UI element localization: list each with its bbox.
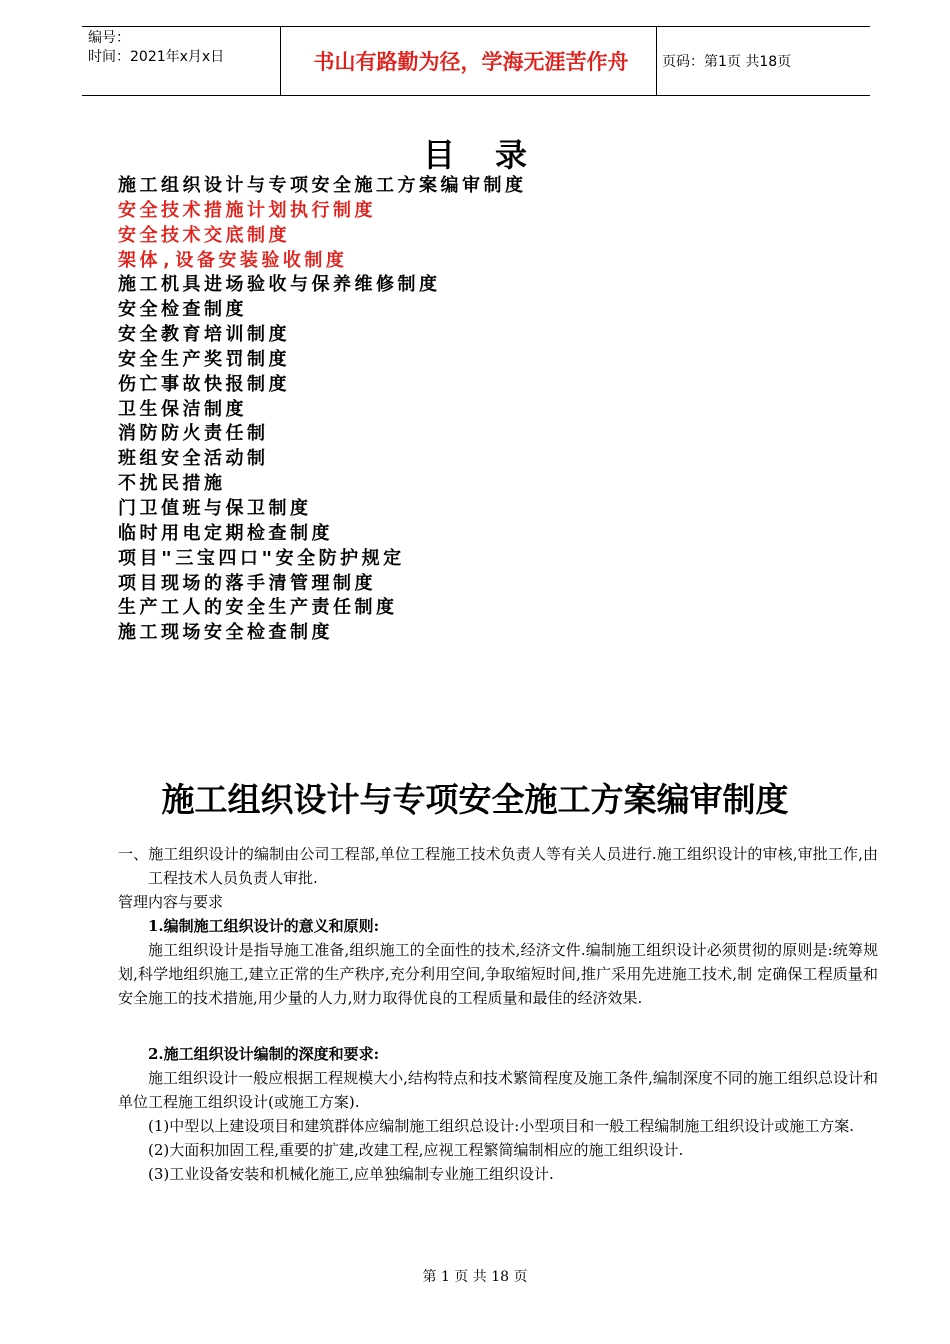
toc-title: 目录 (422, 136, 567, 174)
toc-item[interactable]: 门卫值班与保卫制度 (118, 497, 312, 519)
paragraph: 施工组织设计一般应根据工程规模大小,结构特点和技术繁简程度及施工条件,编制深度不同的施工组织总设计和单位工程施工组织设计(或施工方案). (118, 1069, 878, 1111)
toc-item[interactable]: 安全检查制度 (118, 299, 247, 321)
toc-item[interactable]: 安全教育培训制度 (118, 324, 290, 346)
toc-item[interactable]: 施工现场安全检查制度 (118, 622, 333, 644)
header-page-info: 页码：第1页 共18页 (662, 54, 792, 70)
toc-item[interactable]: 安全技术交底制度 (118, 224, 290, 246)
document-number-label: 编号： (88, 30, 130, 46)
page-header (82, 26, 870, 96)
header-divider (656, 27, 657, 95)
toc-item[interactable]: 临时用电定期检查制度 (118, 522, 333, 544)
toc-item[interactable]: 项目"三宝四口"安全防护规定 (118, 547, 405, 569)
document-body (118, 842, 878, 1010)
toc-item[interactable]: 伤亡事故快报制度 (118, 373, 290, 395)
toc-item[interactable]: 架体,设备安装验收制度 (118, 249, 348, 271)
toc-item[interactable]: 施工机具进场验收与保养维修制度 (118, 274, 441, 296)
header-meta (88, 29, 224, 67)
document-title: 施工组织设计与专项安全施工方案编审制度 (161, 780, 789, 819)
toc-item[interactable]: 不扰民措施 (118, 473, 226, 495)
list-item: (1)中型以上建设项目和建筑群体应编制施工组织总设计:小型项目和一般工程编制施工组织设计或施工方案. (148, 1117, 855, 1135)
document-body-continued (118, 1042, 878, 1186)
toc-item[interactable]: 项目现场的落手清管理制度 (118, 572, 376, 594)
toc-item[interactable]: 卫生保洁制度 (118, 398, 247, 420)
header-motto: 书山有路勤为径，学海无涯苦作舟 (313, 50, 629, 74)
document-time-label: 时间：2021年x月x日 (88, 49, 225, 65)
toc-item[interactable]: 班组安全活动制 (118, 448, 269, 470)
table-of-contents (118, 174, 527, 646)
paragraph: 一、施工组织设计的编制由公司工程部,单位工程施工技术负责人等有关人员进行.施工组织设计的审核,审批工作,由工程技术人员负责人审批. (118, 845, 878, 887)
section-heading: 2.施工组织设计编制的深度和要求: (148, 1045, 380, 1063)
paragraph: 施工组织设计是指导施工准备,组织施工的全面性的技术,经济文件.编制施工组织设计必须贯彻的原则是:统筹规划,科学地组织施工,建立正常的生产秩序,充分利用空间,争取缩短时间,推广采用先进施工技术,制 定确保工程质量和安全施工的技术措施,用少量的人力,财力取得优良的工程质量和最佳的经济效果. (118, 941, 878, 1007)
list-item: (2)大面积加固工程,重要的扩建,改建工程,应视工程繁简编制相应的施工组织设计. (148, 1141, 684, 1159)
section-heading: 1.编制施工组织设计的意义和原则: (148, 917, 380, 935)
toc-item[interactable]: 施工组织设计与专项安全施工方案编审制度 (118, 175, 527, 196)
header-divider (280, 27, 281, 95)
toc-item[interactable]: 生产工人的安全生产责任制度 (118, 597, 398, 619)
page-footer: 第 1 页 共 18 页 (422, 1269, 528, 1285)
list-item: (3)工业设备安装和机械化施工,应单独编制专业施工组织设计. (148, 1165, 554, 1183)
toc-item[interactable]: 安全技术措施计划执行制度 (118, 199, 376, 221)
toc-item[interactable]: 安全生产奖罚制度 (118, 348, 290, 370)
section-label: 管理内容与要求 (118, 893, 224, 911)
toc-item[interactable]: 消防防火责任制 (118, 423, 269, 445)
